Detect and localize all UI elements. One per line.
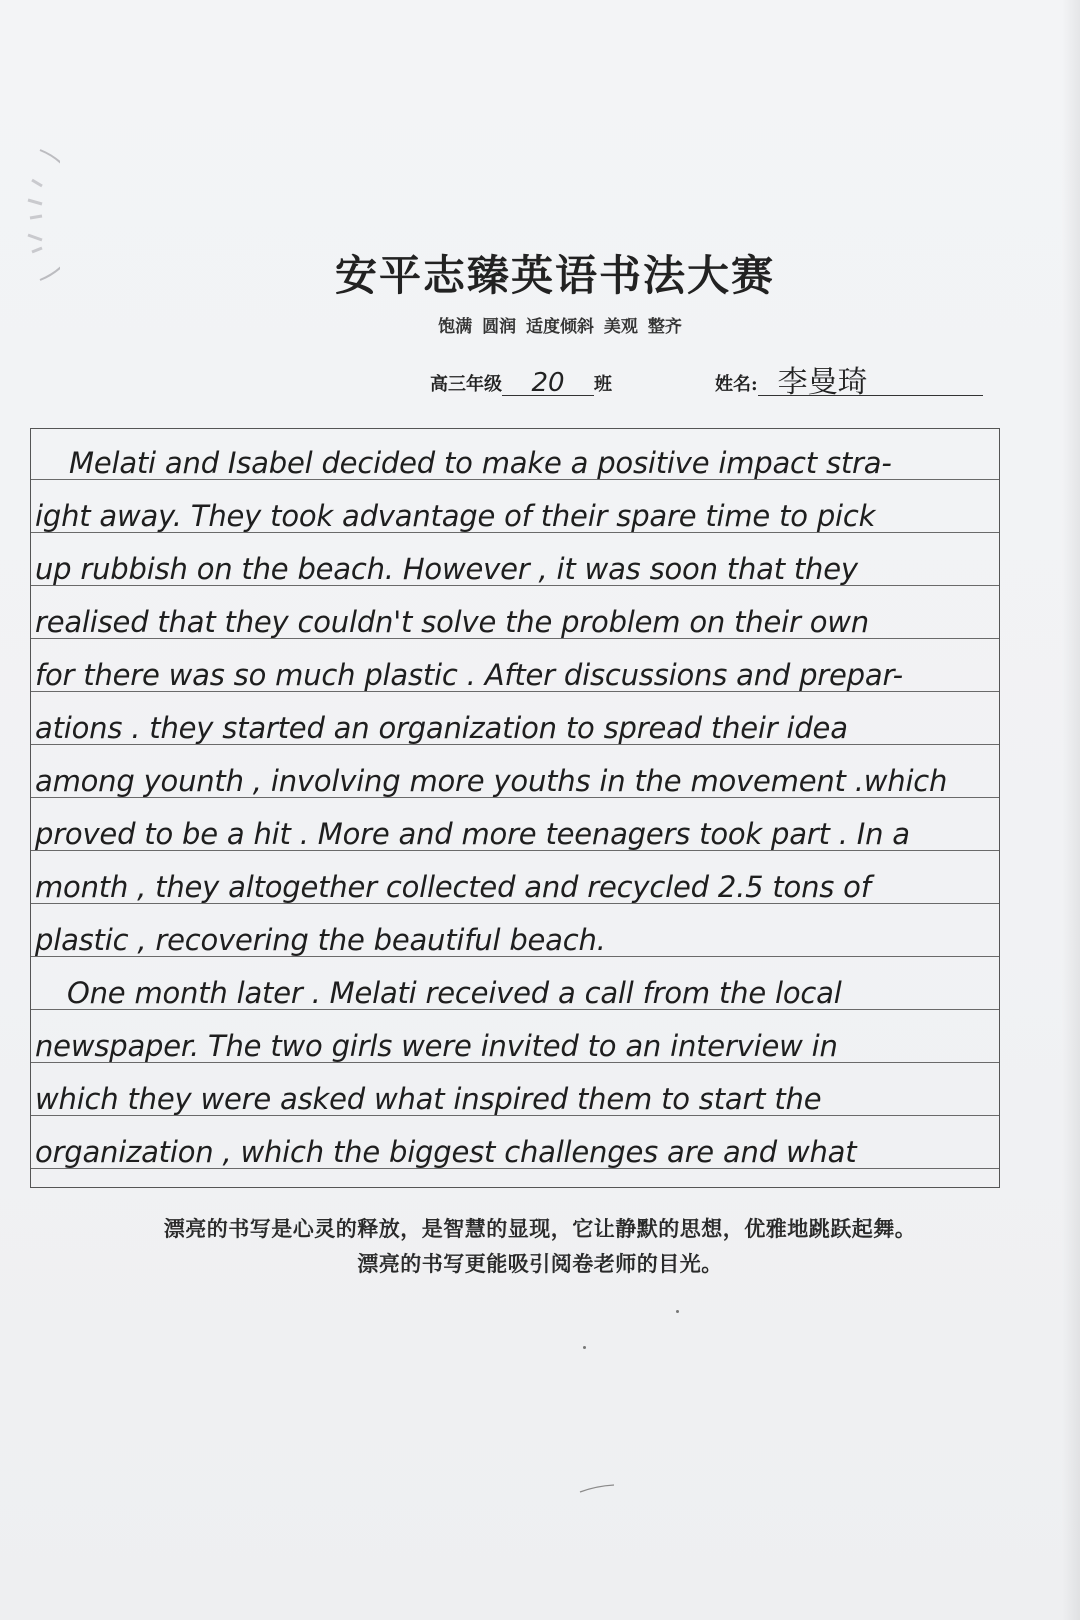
contest-title: 安平志臻英语书法大赛 [334, 251, 775, 300]
name-signature: 李曼琦 [758, 371, 983, 396]
essay-line: proved to be a hit . More and more teenagers took part . In a [35, 817, 910, 851]
student-name-field [715, 365, 983, 400]
ruled-writing-sheet [30, 428, 1000, 1188]
essay-line: realised that they couldn't solve the problem on their own [35, 605, 869, 639]
writing-criteria: 饱满 圆润 适度倾斜 美观 整齐 [438, 317, 682, 337]
essay-line: ight away. They took advantage of their spare time to pick [35, 499, 876, 533]
name-label: 姓名: [715, 374, 758, 395]
grade-class-field [430, 370, 612, 396]
essay-line: newspaper. The two girls were invited to an interview in [35, 1029, 838, 1063]
class-suffix: 班 [594, 374, 612, 395]
footer-motto-line2: 漂亮的书写更能吸引阅卷老师的目光。 [357, 1251, 723, 1276]
essay-line: up rubbish on the beach. However , it was soon that they [35, 552, 858, 586]
essay-line: among younth , involving more youths in the movement .which [35, 764, 948, 798]
essay-line: One month later . Melati received a call from the local [67, 976, 842, 1010]
paper-speck [676, 1310, 679, 1313]
paper-speck [583, 1346, 586, 1349]
essay-line: ations . they started an organization to spread their idea [35, 711, 848, 745]
essay-line: organization , which the biggest challenges are and what [35, 1135, 857, 1169]
essay-line: plastic , recovering the beautiful beach. [35, 923, 606, 957]
essay-line: Melati and Isabel decided to make a positive impact stra- [69, 446, 892, 480]
grade-label: 高三年级 [430, 374, 502, 395]
footer-motto-line1: 漂亮的书写是心灵的释放，是智慧的显现，它让静默的思想，优雅地跳跃起舞。 [163, 1216, 917, 1241]
pencil-mark [578, 1482, 618, 1496]
essay-line: which they were asked what inspired them to start the [35, 1082, 822, 1116]
essay-line: for there was so much plastic . After discussions and prepar- [35, 658, 903, 692]
essay-line: month , they altogether collected and recycled 2.5 tons of [35, 870, 871, 904]
class-number: 20 [502, 371, 594, 396]
